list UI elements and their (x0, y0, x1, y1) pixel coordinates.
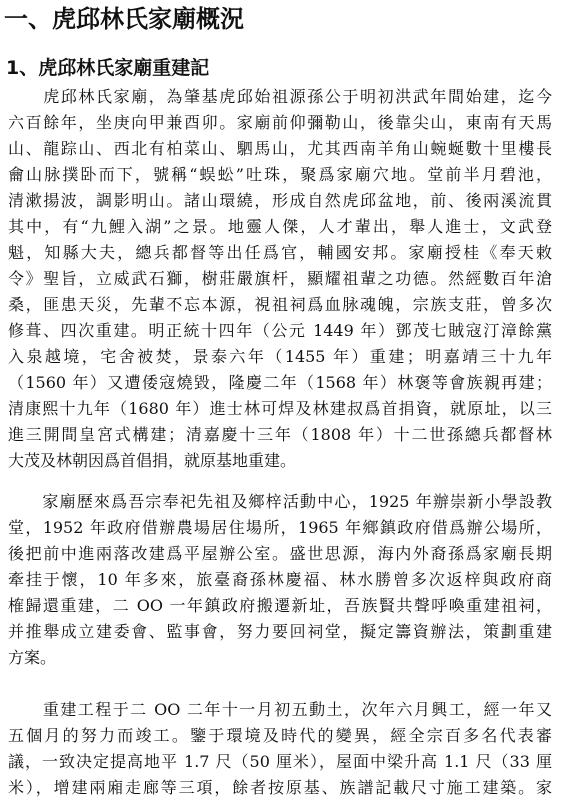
text-line: 米），增建兩廂走廊等三項，餘者按原基、族譜記載尺寸施工建築。家 (8, 778, 552, 797)
text-line: 清康熙十九年（1680 年）進士林可焊及林建叔爲首捐資，就原址，以三 (8, 399, 552, 418)
text-line: 修葺、四次重建。明正統十四年（公元 1449 年）鄧茂七賊寇汀漳餘黨 (8, 321, 552, 340)
text-line: 榷歸還重建，二 OO 一年鎮政府搬遷新址，吾族賢共聲呼喚重建祖祠， (8, 596, 552, 615)
text-line: 重建工程于二 OO 二年十一月初五動土，次年六月興工，經一年又 (8, 700, 552, 719)
chapter-heading: 一、虎邱林氏家廟概況 (4, 5, 244, 33)
text-line: 并推舉成立建委會、監事會，努力要回祠堂，擬定籌資辦法，策劃重建 (8, 622, 552, 641)
text-line: 後把前中進兩落改建爲平屋辦公室。盛世思源，海内外裔孫爲家廟長期 (8, 544, 552, 563)
text-line: 方案。 (8, 648, 57, 667)
text-line: 魁，知縣大夫，總兵都督等出任爲官，輔國安邦。家廟授桂《奉天敕 (8, 243, 552, 262)
text-line: 家廟歷來爲吾宗奉祀先祖及鄉梓活動中心，1925 年辦崇新小學設教 (8, 492, 552, 511)
text-line: 山、龍踪山、西北有柏菜山、駟馬山，尤其西南羊角山蜿蜒數十里樓長 (8, 139, 552, 158)
text-line: 虎邱林氏家廟，為肇基虎邱始祖源孫公于明初洪武年間始建，迄今 (8, 87, 552, 106)
text-line: 五個月的努力而竣工。鑒于環境及時代的變異，經全宗百多名代表審 (8, 726, 552, 745)
text-line: 桑，匪患天災，先輩不忘本源，視祖祠爲血脉魂魄，宗族支莊，曾多次 (8, 295, 552, 314)
text-line: 令》聖旨，立威武石獅，樹莊嚴旗杆，顯耀祖輩之功德。然經數百年滄 (8, 269, 552, 288)
text-line: 議，一致决定提高地平 1.7 尺（50 厘米），屋面中梁升高 1.1 尺（33 厘 (8, 752, 552, 771)
text-line: 清漱揚波，調影明山。諸山環繞，形成自然虎邱盆地，前、後兩溪流貫 (8, 191, 552, 210)
text-line: 其中，有“九鯉入湖”之景。地靈人傑，人才輩出，舉人進士，文武登 (8, 217, 552, 236)
text-line: 大茂及林朝因爲首倡捐，就原基地重建。 (8, 451, 297, 470)
text-line: 龠山脉撲卧而下，號稱“蜈蚣”吐珠，聚爲家廟穴地。堂前半月碧池， (8, 165, 552, 184)
text-line: 牽挂于懷，10 年多來，旅臺裔孫林慶福、林水勝曾多次返梓與政府商 (8, 570, 552, 589)
section-heading: 1、虎邱林氏家廟重建記 (6, 57, 210, 79)
text-line: 入泉越境，宅舍被焚，景泰六年（1455 年）重建；明嘉靖三十九年 (8, 347, 552, 366)
text-line: （1560 年）又遭倭寇燒毀，隆慶二年（1568 年）林褒等會族親再建； (8, 373, 552, 392)
text-line: 堂，1952 年政府借辦農場居住場所，1965 年鄉鎮政府借爲辦公場所， (8, 518, 552, 537)
text-line: 進三開間皇宮式構建；清嘉慶十三年（1808 年）十二世孫總兵都督林 (8, 425, 552, 444)
text-line: 六百餘年，坐庚向甲兼酉卯。家廟前仰彌勒山，後靠尖山，東南有天馬 (8, 113, 552, 132)
